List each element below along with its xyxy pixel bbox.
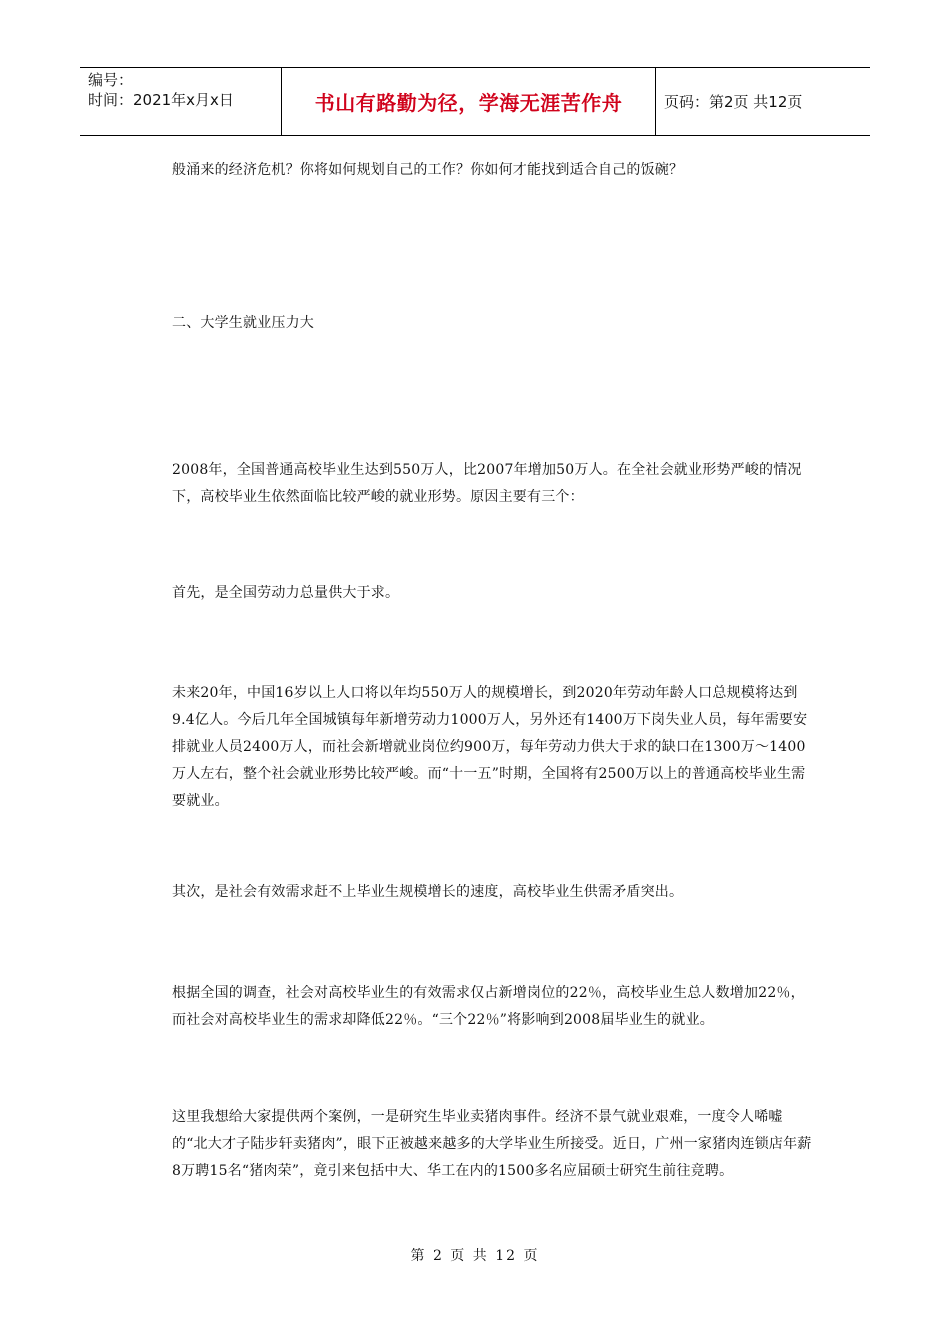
page-header [80, 67, 870, 136]
header-motto: 书山有路勤为径，学海无涯苦作舟 [282, 68, 656, 135]
page-footer: 第 2 页 共 12 页 [410, 1248, 540, 1264]
paragraph-intro: 2008年，全国普通高校毕业生达到550万人，比2007年增加50万人。在全社会就业形势严峻的情况下，高校毕业生依然面临比较严峻的就业形势。原因主要有三个： [172, 462, 802, 505]
paragraph-reason-1: 首先，是全国劳动力总量供大于求。 [172, 585, 400, 601]
document-number-label: 编号： [88, 71, 134, 89]
document-date: 时间：2021年x月x日 [88, 91, 234, 109]
header-page-info: 页码：第2页 共12页 [664, 93, 803, 111]
paragraph-case-study: 这里我想给大家提供两个案例，一是研究生毕业卖猪肉事件。经济不景气就业艰难，一度令人唏嘘的“北大才子陆步轩卖猪肉”，眼下正被越来越多的大学毕业生所接受。近日，广州一家猪肉连锁店年薪8万聘15名“猪肉荣”，竟引来包括中大、华工在内的1500多名应届硕士研究生前往竞聘。 [172, 1109, 812, 1179]
paragraph-continuation: 般涌来的经济危机？你将如何规划自己的工作？你如何才能找到适合自己的饭碗？ [172, 162, 684, 178]
paragraph-reason-2: 其次，是社会有效需求赶不上毕业生规模增长的速度，高校毕业生供需矛盾突出。 [172, 884, 684, 900]
paragraph-labor-supply: 未来20年，中国16岁以上人口将以年均550万人的规模增长，到2020年劳动年龄人口总规模将达到9.4亿人。今后几年全国城镇每年新增劳动力1000万人，另外还有1400万下岗失业人员，每年需要安排就业人员2400万人，而社会新增就业岗位约900万，每年劳动力供大于求的缺口在1300万～1400万人左右，整个社会就业形势比较严峻。而“十一五”时期，全国将有2500万以上的普通高校毕业生需要就业。 [172, 685, 808, 809]
header-meta [80, 68, 282, 135]
paragraph-survey: 根据全国的调查，社会对高校毕业生的有效需求仅占新增岗位的22％，高校毕业生总人数增加22％，而社会对高校毕业生的需求却降低22％。“三个22％”将影响到2008届毕业生的就业。 [172, 985, 805, 1028]
section-heading: 二、大学生就业压力大 [172, 315, 314, 331]
